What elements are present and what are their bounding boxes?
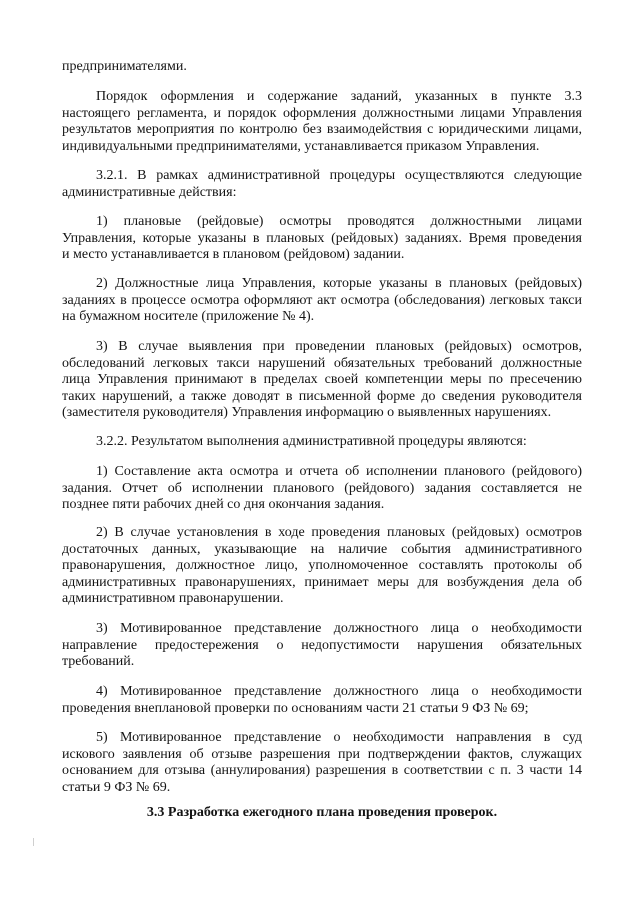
text-line: 2) В случае установления в ходе проведения плановых (рейдовых) осмотров [96,525,582,540]
text-line: предпринимателями. [62,59,187,74]
text-line: и место устанавливается в плановом (рейдовом) задании. [62,247,405,262]
paragraph [62,525,582,608]
text-line: заданиях в процессе осмотра оформляют акт осмотра (обследования) легковых такси [62,292,582,308]
text-line: настоящего регламента, и порядок оформления должностными лицами Управления [62,105,582,121]
paragraph [62,59,582,76]
text-line: на бумажном носителе (приложение № 4). [62,309,315,324]
text-line: 1) плановые (рейдовые) осмотры проводятся должностными лицами [96,214,582,229]
paragraph [62,339,582,422]
text-line: индивидуальными предпринимателями, устанавливается приказом Управления. [62,138,540,154]
text-line: 3) В случае выявления при проведении плановых (рейдовых) осмотров, [96,339,582,354]
paragraph [62,276,582,326]
text-line: задания. Отчет об исполнении планового (рейдового) задания составляется не [62,480,582,496]
text-line: таких нарушений, а также доводят в письменной форме до сведения руководителя [62,388,582,404]
text-line: статьи 9 ФЗ № 69. [62,779,171,795]
text-line: направление предостережения о недопустимости нарушения обязательных [62,637,582,653]
text-line: административные действия: [62,184,237,200]
margin-mark [33,838,34,846]
text-line: позднее пяти рабочих дней со дня окончания задания. [62,497,385,512]
text-line: Порядок оформления и содержание заданий, указанных в пункте 3.3 [96,89,582,104]
paragraph [62,214,582,264]
text-line: результатов мероприятия по контролю без взаимодействия с юридическими лицами, [62,122,582,137]
text-line: 4) Мотивированное представление должностного лица о необходимости [96,684,582,699]
text-line: обследований легковых такси нарушений обязательных требований должностные [62,355,582,371]
paragraph [62,621,582,671]
text-line: Управления, которые указаны в плановых (рейдовых) заданиях. Время проведения [62,230,582,246]
text-line: 3) Мотивированное представление должностного лица о необходимости [96,621,582,636]
text-line: достаточных данных, указывающие на наличие события административного [62,541,582,557]
text-line: 1) Составление акта осмотра и отчета об исполнении планового (рейдового) [96,464,582,479]
text-line: административных правонарушениях, принимает меры для возбуждения дела об [62,574,582,590]
paragraph [62,168,582,201]
text-line: административном правонарушении. [62,591,284,606]
text-line: лица Управления принимают в пределах своей компетенции меры по пресечению [62,372,582,387]
text-line: требований. [62,654,135,669]
text-line: искового заявления об отзыве разрешения при подтверждении фактов, служащих [62,746,582,762]
section-heading: 3.3 Разработка ежегодного плана проведения проверок. [146,805,498,820]
paragraph [62,89,582,155]
text-line: правонарушения, должностное лицо, уполномоченное составлять протоколы об [62,558,582,573]
text-line: 5) Мотивированное представление о необходимости направления в суд [96,730,582,745]
paragraph [62,684,582,717]
text-line: (заместителя руководителя) Управления информацию о выявленных нарушениях. [62,405,552,420]
text-line: 3.2.2. Результатом выполнения административной процедуры являются: [96,434,527,449]
paragraph [62,464,582,514]
text-line: 3.2.1. В рамках административной процедуры осуществляются следующие [96,168,582,183]
text-line: проведения внеплановой проверки по основаниям части 21 статьи 9 ФЗ № 69; [62,700,529,716]
text-line: 2) Должностные лица Управления, которые указаны в плановых (рейдовых) [96,276,582,291]
paragraph [62,730,582,796]
text-line: основанием для отзыва (аннулирования) разрешения в соответствии с п. 3 части 14 [62,763,582,778]
paragraph [62,434,582,451]
